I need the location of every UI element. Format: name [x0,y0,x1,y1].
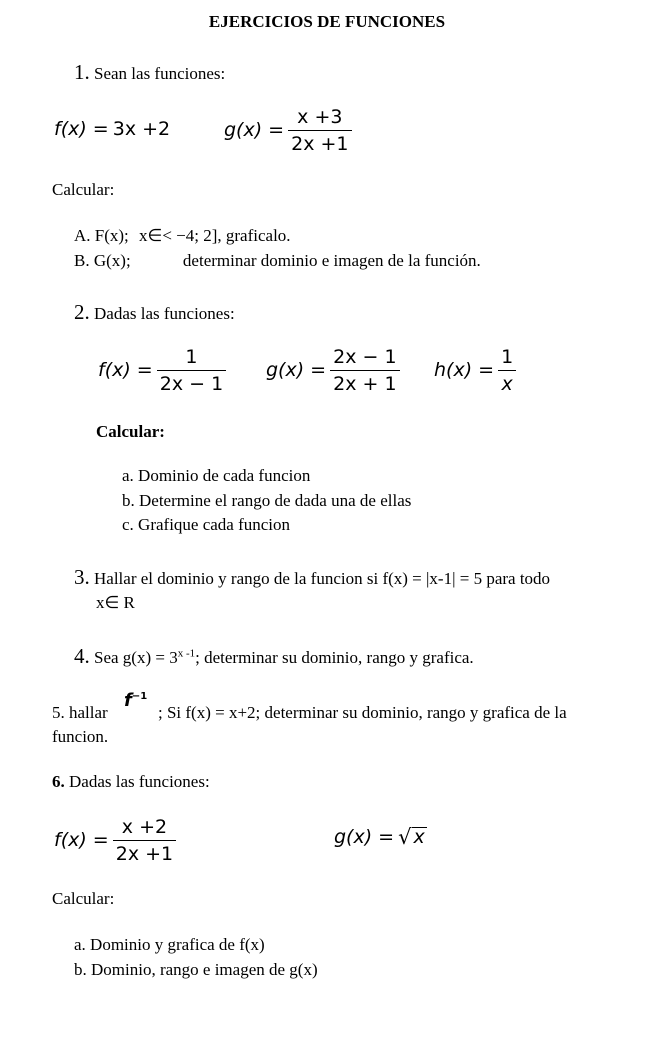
fraction [288,106,351,156]
item-label: B. G(x); [74,251,131,270]
exercise-text: Sea g(x) = 3 [94,648,178,667]
item-text: determinar dominio e imagen de la función. [182,251,481,270]
numerator: 2x − 1 [333,346,397,368]
function-name: g(x) = [224,119,285,142]
radicand: x [413,825,425,848]
denominator: 2x +1 [288,130,351,156]
exercise-intro: Dadas las funciones: [94,304,235,323]
item-text: x∈< −4; 2], graficalo. [139,226,291,245]
exercise-5-line-2: funcion. [52,727,109,746]
exercise-2-item-a: a. Dominio de cada funcion [122,466,311,485]
exercise-3-line-2: x∈ R [96,593,135,612]
function-name: f(x) = [54,118,109,140]
square-root [398,824,427,849]
numerator: x +2 [121,816,168,838]
exercise-5-line-1: ; Si f(x) = x+2; determinar su dominio, rango y grafica de la [158,703,567,722]
exercise-2-item-c: c. Grafique cada funcion [122,515,291,534]
denominator: 2x +1 [113,840,176,866]
exponent: x -1 [177,647,196,660]
function-f-6 [54,816,176,866]
fraction [113,816,176,866]
exercise-2-item-b: b. Determine el rango de dada una de ellas [122,491,412,510]
fraction [330,346,399,396]
function-f-1 [54,118,170,141]
exercise-number: 1. [74,60,90,84]
fraction [498,346,516,396]
exercise-number: 2. [74,300,90,324]
radical-sign: √ [398,824,412,849]
function-expression: 3x +2 [112,118,171,140]
exercise-2-heading [74,300,235,325]
exercise-2-calc-label: Calcular: [96,422,165,441]
function-name: g(x) = [334,826,395,848]
numerator: x +3 [297,106,343,128]
function-name: f(x) = [54,829,109,852]
exercise-text: Hallar el dominio y rango de la funcion si f(x) = |x-1| = 5 para todo [94,569,551,588]
exercise-number: 3. [74,565,90,589]
exercise-number: 6. [52,772,65,791]
function-f-2 [98,346,226,396]
exercise-6-item-a: a. Dominio y grafica de f(x) [74,935,265,954]
exercise-intro: Dadas las funciones: [69,772,210,791]
exercise-4 [74,644,474,669]
exercise-number: 4. [74,644,90,668]
exercise-6-item-b: b. Dominio, rango e imagen de g(x) [74,960,318,979]
function-name: f(x) = [98,359,153,382]
item-label: A. F(x); [74,226,129,245]
exercise-6-calc-label: Calcular: [52,889,115,908]
function-g-1 [224,106,352,156]
exercise-intro: Sean las funciones: [94,64,226,83]
exercise-1-heading [74,60,225,85]
numerator: 1 [185,346,198,368]
exercise-1-calc-label: Calcular: [52,180,115,199]
fraction [157,346,226,396]
denominator: 2x − 1 [157,370,226,396]
function-g-6 [334,826,427,849]
function-name: g(x) = [266,359,327,382]
denominator: x [498,370,516,396]
function-name: h(x) = [434,359,495,382]
function-h-2 [434,346,516,396]
exercise-3-line-1 [74,565,550,590]
exercise-1-item-b [74,251,481,271]
exercise-6-heading [52,772,210,792]
exercise-text-after: ; determinar su dominio, rango y grafica. [195,648,474,667]
function-g-2 [266,346,400,396]
numerator: 1 [501,346,514,368]
inverse-function-symbol: $f^{-1}$ [124,690,148,711]
exercise-5-prefix: 5. hallar [52,703,108,722]
page-title: EJERCICIOS DE FUNCIONES [208,12,446,31]
exercise-1-item-a [74,226,291,246]
denominator: 2x + 1 [330,370,399,396]
